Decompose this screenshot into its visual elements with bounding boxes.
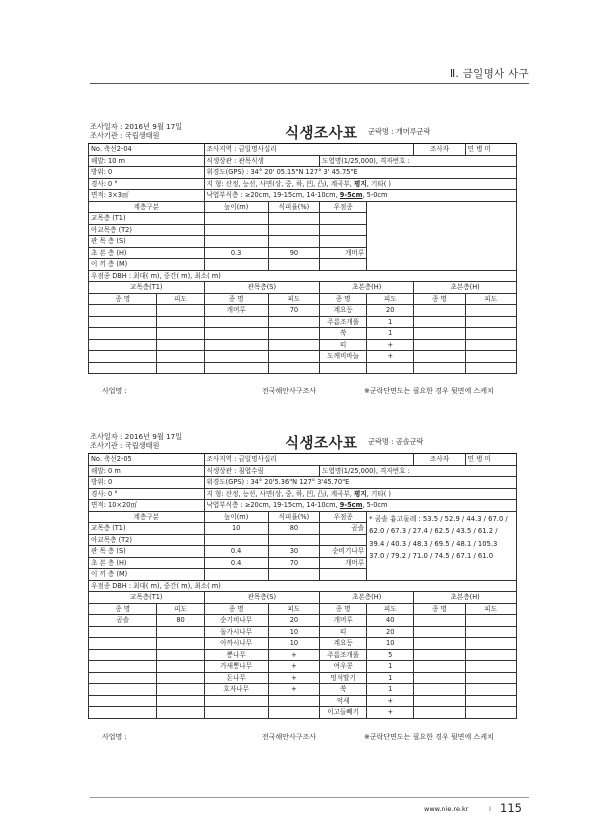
species-name — [89, 695, 157, 707]
species-cover: 20 — [367, 626, 414, 638]
species-name: 개머루 — [204, 305, 268, 317]
layer-group-header: 관목층(S) — [204, 592, 320, 604]
species-name: 도깨비바늘 — [320, 351, 367, 363]
stratum-height: 0.3 — [204, 247, 268, 259]
species-name — [414, 626, 465, 638]
stratum-height: 0.4 — [204, 546, 268, 558]
stratum-height — [204, 213, 268, 225]
species-name: 이고들빼기 — [320, 707, 367, 719]
species-name: 돌가시나무 — [204, 626, 268, 638]
col-head-species: 종 명 — [414, 293, 465, 305]
form-title: 식생조사표 — [285, 436, 358, 452]
species-cover — [268, 316, 319, 328]
species-cover: + — [367, 351, 414, 363]
gps-coordinates: 위경도(GPS) : 34° 20'5.36"N 127° 3'45.70"E — [204, 477, 516, 489]
stratum-dominant: 개머루 — [320, 247, 367, 259]
species-cover — [157, 305, 204, 317]
survey-org: 조사기관 : 국립생태원 — [90, 131, 160, 140]
species-cover — [157, 626, 204, 638]
species-cover — [268, 362, 319, 374]
layer-group-header: 초본층(H) — [414, 592, 517, 604]
species-cover — [465, 695, 516, 707]
form-title: 식생조사표 — [285, 126, 358, 142]
terrain: 지 형: 산정, 능선, 사면(상, 중, 하, 凹, 凸), 계곡부, 평지, 기타( ) — [204, 178, 516, 190]
stratum-name: 초 본 층 (H) — [89, 557, 205, 569]
survey-region: 조사지역 : 금일명사십리 — [204, 144, 414, 156]
species-name: 여우콩 — [320, 661, 367, 673]
strata-header: 높이(m) — [204, 201, 268, 213]
strata-header: 식피율(%) — [268, 201, 319, 213]
species-name — [320, 362, 367, 374]
strata-header: 계층구분 — [89, 201, 205, 213]
species-name — [414, 638, 465, 650]
stratum-cover: 80 — [268, 523, 319, 535]
stratum-cover — [268, 236, 319, 248]
gps-coordinates: 위경도(GPS) : 34° 20' 05.15"N 127° 3' 45.75"E — [204, 167, 516, 179]
species-row — [89, 362, 517, 374]
stratum-name: 초 본 층 (H) — [89, 247, 205, 259]
layer-group-header: 교목층(T1) — [89, 282, 205, 294]
species-cover: 10 — [367, 638, 414, 650]
species-name: 개머루 — [320, 615, 367, 627]
stratum-cover: 30 — [268, 546, 319, 558]
sketch-note: ※군락단면도는 필요한 경우 뒷면에 스케치 — [364, 387, 494, 395]
species-name — [414, 707, 465, 719]
stratum-name: 이 끼 층 (M) — [89, 569, 205, 581]
project-org: 전국해안사구조사 — [262, 733, 317, 741]
terrain-selected: 평지 — [354, 489, 367, 498]
species-name — [89, 672, 157, 684]
stratum-name: 아교목층 (T2) — [89, 224, 205, 236]
page-separator: I — [489, 805, 491, 813]
aspect: 방위: 0 — [89, 167, 205, 179]
species-row — [89, 305, 517, 317]
species-name — [414, 351, 465, 363]
species-cover — [465, 707, 516, 719]
species-cover — [465, 339, 516, 351]
col-head-cover: 피도 — [268, 293, 319, 305]
species-name — [414, 615, 465, 627]
species-name — [414, 362, 465, 374]
layer-group-header: 초본층(H) — [320, 282, 414, 294]
stratum-height: 0.4 — [204, 557, 268, 569]
plot-area: 면적: 10×20㎡ — [89, 500, 205, 512]
stratum-dominant — [320, 224, 367, 236]
species-cover — [465, 649, 516, 661]
species-name: 주름조개풀 — [320, 316, 367, 328]
surveyor-label: 조사자 — [414, 454, 465, 466]
strata-header: 식피율(%) — [268, 511, 319, 523]
col-head-species: 종 명 — [320, 293, 367, 305]
species-cover — [268, 351, 319, 363]
col-head-species: 종 명 — [204, 293, 268, 305]
sketch-note: ※군락단면도는 필요한 경우 뒷면에 스케치 — [364, 733, 494, 741]
stratum-name: 교목층 (T1) — [89, 213, 205, 225]
species-row — [89, 615, 517, 627]
species-cover — [157, 661, 204, 673]
stratum-cover — [268, 534, 319, 546]
species-name: 멍석딸기 — [320, 672, 367, 684]
page-number: 115 — [500, 801, 522, 815]
species-cover — [157, 362, 204, 374]
species-name: 계요등 — [320, 638, 367, 650]
species-name — [89, 362, 157, 374]
species-cover: + — [268, 672, 319, 684]
stratum-name: 관 목 층 (S) — [89, 236, 205, 248]
col-head-species: 종 명 — [414, 603, 465, 615]
stratum-dominant — [320, 259, 367, 271]
species-row — [89, 328, 517, 340]
species-cover: 1 — [367, 672, 414, 684]
surveyor-name: 민 병 미 — [465, 454, 516, 466]
project-label: 사업명 : — [102, 387, 127, 395]
col-head-cover: 피도 — [268, 603, 319, 615]
stratum-cover — [268, 259, 319, 271]
chapter-title: Ⅱ. 금일명사 사구 — [449, 68, 529, 80]
species-row — [89, 638, 517, 650]
physiognomy: 식생상관 : 침엽수림 — [204, 465, 320, 477]
species-row — [89, 316, 517, 328]
species-name — [204, 362, 268, 374]
dominant-dbh: 우점종 DBH : 최대( m), 중간( m), 최소( m) — [89, 270, 517, 282]
stratum-cover: 70 — [268, 557, 319, 569]
species-cover: + — [367, 707, 414, 719]
species-name — [89, 649, 157, 661]
col-head-cover: 피도 — [157, 293, 204, 305]
survey-date: 조사일자 : 2016년 9월 17일 — [90, 122, 183, 131]
species-name: 아까시나무 — [204, 638, 268, 650]
species-name: 띠 — [320, 339, 367, 351]
col-head-cover: 피도 — [367, 603, 414, 615]
stratum-height — [204, 259, 268, 271]
altitude: 해발: 0 m — [89, 465, 205, 477]
species-cover — [465, 362, 516, 374]
species-cover: + — [367, 339, 414, 351]
col-head-species: 종 명 — [320, 603, 367, 615]
species-cover: 1 — [367, 684, 414, 696]
species-name — [89, 351, 157, 363]
species-cover — [465, 316, 516, 328]
species-cover: 80 — [157, 615, 204, 627]
col-head-cover: 피도 — [465, 603, 516, 615]
strata-header: 높이(m) — [204, 511, 268, 523]
species-name — [89, 638, 157, 650]
species-name — [89, 305, 157, 317]
stratum-dominant: 순비기나무 — [320, 546, 367, 558]
stratum-name: 관 목 층 (S) — [89, 546, 205, 558]
survey-region: 조사지역 : 금일명사십리 — [204, 454, 414, 466]
species-cover — [465, 684, 516, 696]
species-cover — [268, 707, 319, 719]
species-name — [414, 661, 465, 673]
col-head-cover: 피도 — [367, 293, 414, 305]
species-cover — [157, 684, 204, 696]
plot-number: No. 축선2-05 — [89, 454, 205, 466]
species-cover — [157, 638, 204, 650]
species-cover — [157, 339, 204, 351]
species-name — [414, 695, 465, 707]
species-row — [89, 339, 517, 351]
species-cover — [367, 362, 414, 374]
species-cover — [157, 351, 204, 363]
species-name: 계요등 — [320, 305, 367, 317]
stratum-cover — [268, 224, 319, 236]
map-sheet: 도엽명(1/25,000), 격자번호 : — [320, 465, 517, 477]
project-org: 전국해안사구조사 — [262, 387, 317, 395]
species-cover — [268, 695, 319, 707]
survey-form — [88, 118, 518, 403]
species-name — [204, 707, 268, 719]
dominant-dbh: 우점종 DBH : 최대( m), 중간( m), 최소( m) — [89, 580, 517, 592]
species-cover — [157, 695, 204, 707]
stratum-cover — [268, 569, 319, 581]
species-row — [89, 351, 517, 363]
litter-layer: 낙엽부식층 : ≥20cm, 19-15cm, 14-10cm, 9-5cm, 5-0cm — [204, 500, 516, 512]
dbh-notes: * 곰솔 흉고둘레 : 53.5 / 52.9 / 44.3 / 67.0 / 62.0 / 67.3 / 27.4 / 62.5 / 43.5 / 61.2 / 39.4 / 40.3 / 48.3 / 69.5 / 48.1 / 105.3 37.0 / 79.2 / 71.0 / 74.5 / 67.1 / 61.0 — [367, 511, 517, 580]
species-name: 쑥 — [320, 684, 367, 696]
survey-date: 조사일자 : 2016년 9월 17일 — [90, 432, 183, 441]
species-name — [89, 339, 157, 351]
community-name: 군락명 : 개머루군락 — [368, 127, 431, 136]
community-name: 군락명 : 곰솔군락 — [368, 437, 424, 446]
stratum-cover: 90 — [268, 247, 319, 259]
col-head-cover: 피도 — [157, 603, 204, 615]
species-cover: 10 — [268, 626, 319, 638]
stratum-height — [204, 236, 268, 248]
species-name: 호자나무 — [204, 684, 268, 696]
species-name — [414, 649, 465, 661]
stratum-dominant: 개머루 — [320, 557, 367, 569]
species-cover: 70 — [268, 305, 319, 317]
stratum-name: 아교목층 (T2) — [89, 534, 205, 546]
species-row — [89, 649, 517, 661]
species-cover — [465, 351, 516, 363]
species-row — [89, 672, 517, 684]
species-cover: + — [268, 649, 319, 661]
species-name — [89, 661, 157, 673]
species-cover: 20 — [367, 305, 414, 317]
survey-form — [88, 428, 518, 748]
species-name — [89, 626, 157, 638]
species-name: 띠 — [320, 626, 367, 638]
species-name: 돈나무 — [204, 672, 268, 684]
species-name — [414, 316, 465, 328]
species-name: 순기비나무 — [204, 615, 268, 627]
species-cover — [465, 661, 516, 673]
stratum-height: 10 — [204, 523, 268, 535]
species-name: 뽕나무 — [204, 649, 268, 661]
stratum-name: 교목층 (T1) — [89, 523, 205, 535]
map-sheet: 도엽명(1/25,000), 격자번호 : — [320, 155, 517, 167]
litter-selected: 9-5cm — [339, 501, 363, 510]
species-name — [89, 684, 157, 696]
species-name: 억새 — [320, 695, 367, 707]
species-row — [89, 707, 517, 719]
species-cover — [268, 328, 319, 340]
species-cover — [465, 305, 516, 317]
stratum-name: 이 끼 층 (M) — [89, 259, 205, 271]
layer-group-header: 관목층(S) — [204, 282, 320, 294]
litter-layer: 낙엽부식층 : ≥20cm, 19-15cm, 14-10cm, 9-5cm, 5-0cm — [204, 190, 516, 202]
stratum-dominant — [320, 213, 367, 225]
species-name — [414, 339, 465, 351]
species-cover — [465, 672, 516, 684]
species-name — [89, 328, 157, 340]
physiognomy: 식생상관 : 관목식생 — [204, 155, 320, 167]
species-name — [414, 328, 465, 340]
terrain: 지 형: 산정, 능선, 사면(상, 중, 하, 凹, 凸), 계곡부, 평지, 기타( ) — [204, 488, 516, 500]
species-column-header-row — [89, 603, 517, 615]
strata-header: 계층구분 — [89, 511, 205, 523]
species-cover — [268, 339, 319, 351]
species-cover — [157, 316, 204, 328]
species-row — [89, 661, 517, 673]
species-name — [204, 328, 268, 340]
species-cover: 20 — [268, 615, 319, 627]
surveyor-label: 조사자 — [414, 144, 465, 156]
site-url: www.nie.re.kr — [424, 805, 469, 813]
col-head-cover: 피도 — [465, 293, 516, 305]
project-label: 사업명 : — [102, 733, 127, 741]
notes — [367, 201, 517, 270]
layer-group-header: 초본층(H) — [414, 282, 517, 294]
footer-divider — [90, 797, 529, 798]
species-cover: + — [268, 661, 319, 673]
stratum-height — [204, 569, 268, 581]
species-name — [414, 684, 465, 696]
stratum-dominant — [320, 569, 367, 581]
col-head-species: 종 명 — [204, 603, 268, 615]
species-cover: + — [268, 684, 319, 696]
species-column-header-row — [89, 293, 517, 305]
info-table — [88, 143, 517, 374]
litter-selected: 9-5cm — [339, 191, 363, 200]
species-row — [89, 695, 517, 707]
species-cover — [157, 649, 204, 661]
species-name: 쑥 — [320, 328, 367, 340]
survey-org: 조사기관 : 국립생태원 — [90, 441, 160, 450]
species-name: 주름조개풀 — [320, 649, 367, 661]
species-name — [204, 695, 268, 707]
species-name: 가새뽕나무 — [204, 661, 268, 673]
species-name — [414, 305, 465, 317]
info-table — [88, 453, 517, 719]
species-cover — [157, 328, 204, 340]
species-name — [204, 316, 268, 328]
species-cover: 1 — [367, 661, 414, 673]
surveyor-name: 민 병 미 — [465, 144, 516, 156]
species-cover — [157, 672, 204, 684]
species-row — [89, 626, 517, 638]
strata-header: 우점종 — [320, 201, 367, 213]
stratum-dominant: 곰솔 — [320, 523, 367, 535]
layer-group-header: 교목층(T1) — [89, 592, 205, 604]
species-name — [89, 707, 157, 719]
species-name — [89, 316, 157, 328]
stratum-height — [204, 224, 268, 236]
col-head-species: 종 명 — [89, 603, 157, 615]
species-cover: 10 — [268, 638, 319, 650]
aspect: 방위: 0 — [89, 477, 205, 489]
species-cover: 1 — [367, 316, 414, 328]
stratum-dominant — [320, 534, 367, 546]
stratum-height — [204, 534, 268, 546]
plot-area: 면적: 3×3㎡ — [89, 190, 205, 202]
species-cover — [465, 615, 516, 627]
species-row — [89, 684, 517, 696]
stratum-cover — [268, 213, 319, 225]
species-cover: 1 — [367, 328, 414, 340]
species-cover: 5 — [367, 649, 414, 661]
slope: 경사: 0 ° — [89, 488, 205, 500]
species-cover — [465, 328, 516, 340]
species-cover — [157, 707, 204, 719]
species-name — [414, 672, 465, 684]
slope: 경사: 0 ° — [89, 178, 205, 190]
plot-number: No. 축선2-04 — [89, 144, 205, 156]
strata-header: 우점종 — [320, 511, 367, 523]
stratum-dominant — [320, 236, 367, 248]
species-cover — [465, 638, 516, 650]
chapter-divider — [90, 83, 529, 84]
species-cover: + — [367, 695, 414, 707]
species-cover: 40 — [367, 615, 414, 627]
col-head-species: 종 명 — [89, 293, 157, 305]
layer-group-header: 초본층(H) — [320, 592, 414, 604]
altitude: 해발: 10 m — [89, 155, 205, 167]
species-cover — [465, 626, 516, 638]
terrain-selected: 평지 — [354, 179, 367, 188]
species-name — [204, 339, 268, 351]
species-name: 곰솔 — [89, 615, 157, 627]
species-name — [204, 351, 268, 363]
